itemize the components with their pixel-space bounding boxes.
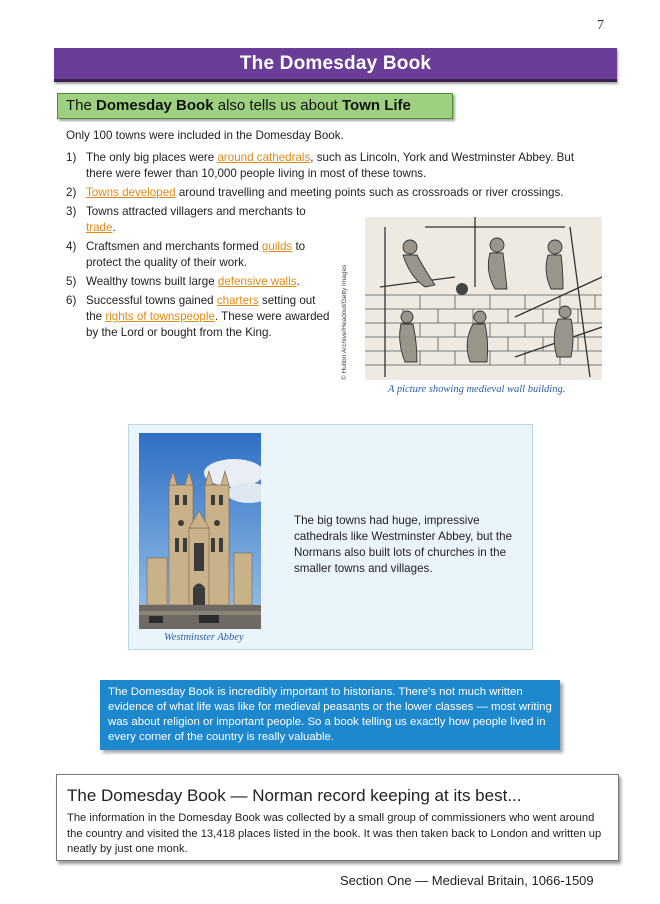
section-heading bbox=[57, 93, 453, 119]
section-footer: Section One — Medieval Britain, 1066-1509 bbox=[340, 873, 594, 888]
page-title-banner bbox=[54, 48, 617, 82]
keyword-link[interactable]: rights of townspeople bbox=[105, 310, 215, 323]
section-heading-text: The bbox=[66, 97, 97, 114]
list-text: Towns attracted villagers and merchants to trade. bbox=[86, 205, 306, 234]
section-heading-bold: Domesday Book bbox=[96, 97, 214, 114]
list-number: 4) bbox=[66, 240, 77, 253]
wall-building-illustration bbox=[365, 217, 602, 380]
abbey-text: The big towns had huge, impressive cathedrals like Westminster Abbey, but the Normans also built lots of churches in the smaller towns and villages. bbox=[294, 514, 513, 575]
page-title: The Domesday Book bbox=[239, 52, 432, 74]
list-text: Wealthy towns built large defensive walls. bbox=[86, 275, 300, 288]
list-text: Towns developed around travelling and meeting points such as crossroads or river crossings. bbox=[86, 186, 564, 199]
historians-note: The Domesday Book is incredibly important to historians. There's not much written evidence of what life was like for medieval peasants or the lower classes — most writing was about religion or important people. So a book telling us exactly how people lived in every corner of the country is really valuable. bbox=[100, 680, 560, 750]
intro-text: Only 100 towns were included in the Domesday Book. bbox=[66, 129, 344, 142]
list-item bbox=[66, 239, 316, 271]
list-item bbox=[66, 293, 331, 341]
list-number: 6) bbox=[66, 294, 77, 307]
keyword-link[interactable]: defensive walls bbox=[217, 275, 297, 288]
list-text: Successful towns gained charters setting out the rights of townspeople. These were awarded by the Lord or bought from the King. bbox=[86, 294, 330, 339]
keyword-link[interactable]: guilds bbox=[261, 240, 293, 253]
list-text: Craftsmen and merchants formed guilds to protect the quality of their work. bbox=[86, 240, 306, 269]
keyword-link[interactable]: around cathedrals bbox=[217, 151, 311, 164]
list-number: 2) bbox=[66, 186, 77, 199]
page-number: 7 bbox=[597, 18, 604, 33]
summary-text: The information in the Domesday Book was collected by a small group of commissioners who went around the country and visited the 13,418 places listed in the book. It was then taken back to London and written up neatly by just one monk. bbox=[67, 812, 602, 855]
list-item bbox=[66, 204, 316, 236]
list-text: The only big places were around cathedrals, such as Lincoln, York and Westminster Abbey. But there were fewer than 10,000 people living in most of these towns. bbox=[86, 151, 575, 180]
westminster-abbey-photo bbox=[139, 433, 261, 629]
summary-title: The Domesday Book — Norman record keeping at its best... bbox=[67, 786, 522, 805]
list-number: 5) bbox=[66, 275, 77, 288]
summary-box bbox=[56, 774, 619, 861]
list-item bbox=[66, 185, 596, 201]
wall-caption: A picture showing medieval wall building. bbox=[388, 384, 566, 395]
abbey-caption: Westminster Abbey bbox=[164, 632, 244, 643]
list-number: 3) bbox=[66, 205, 77, 218]
list-number: 1) bbox=[66, 151, 77, 164]
list-item bbox=[66, 150, 596, 182]
photo-credit: © Hulton Archive/Headout/Getty Images bbox=[341, 264, 348, 380]
keyword-link[interactable]: Towns developed bbox=[86, 186, 176, 199]
abbey-panel bbox=[128, 424, 533, 650]
keyword-link[interactable]: charters bbox=[216, 294, 259, 307]
keyword-link[interactable]: trade bbox=[86, 221, 113, 234]
list-item bbox=[66, 274, 316, 290]
section-heading-text: also tells us about bbox=[213, 97, 342, 114]
section-heading-bold: Town Life bbox=[341, 97, 411, 114]
